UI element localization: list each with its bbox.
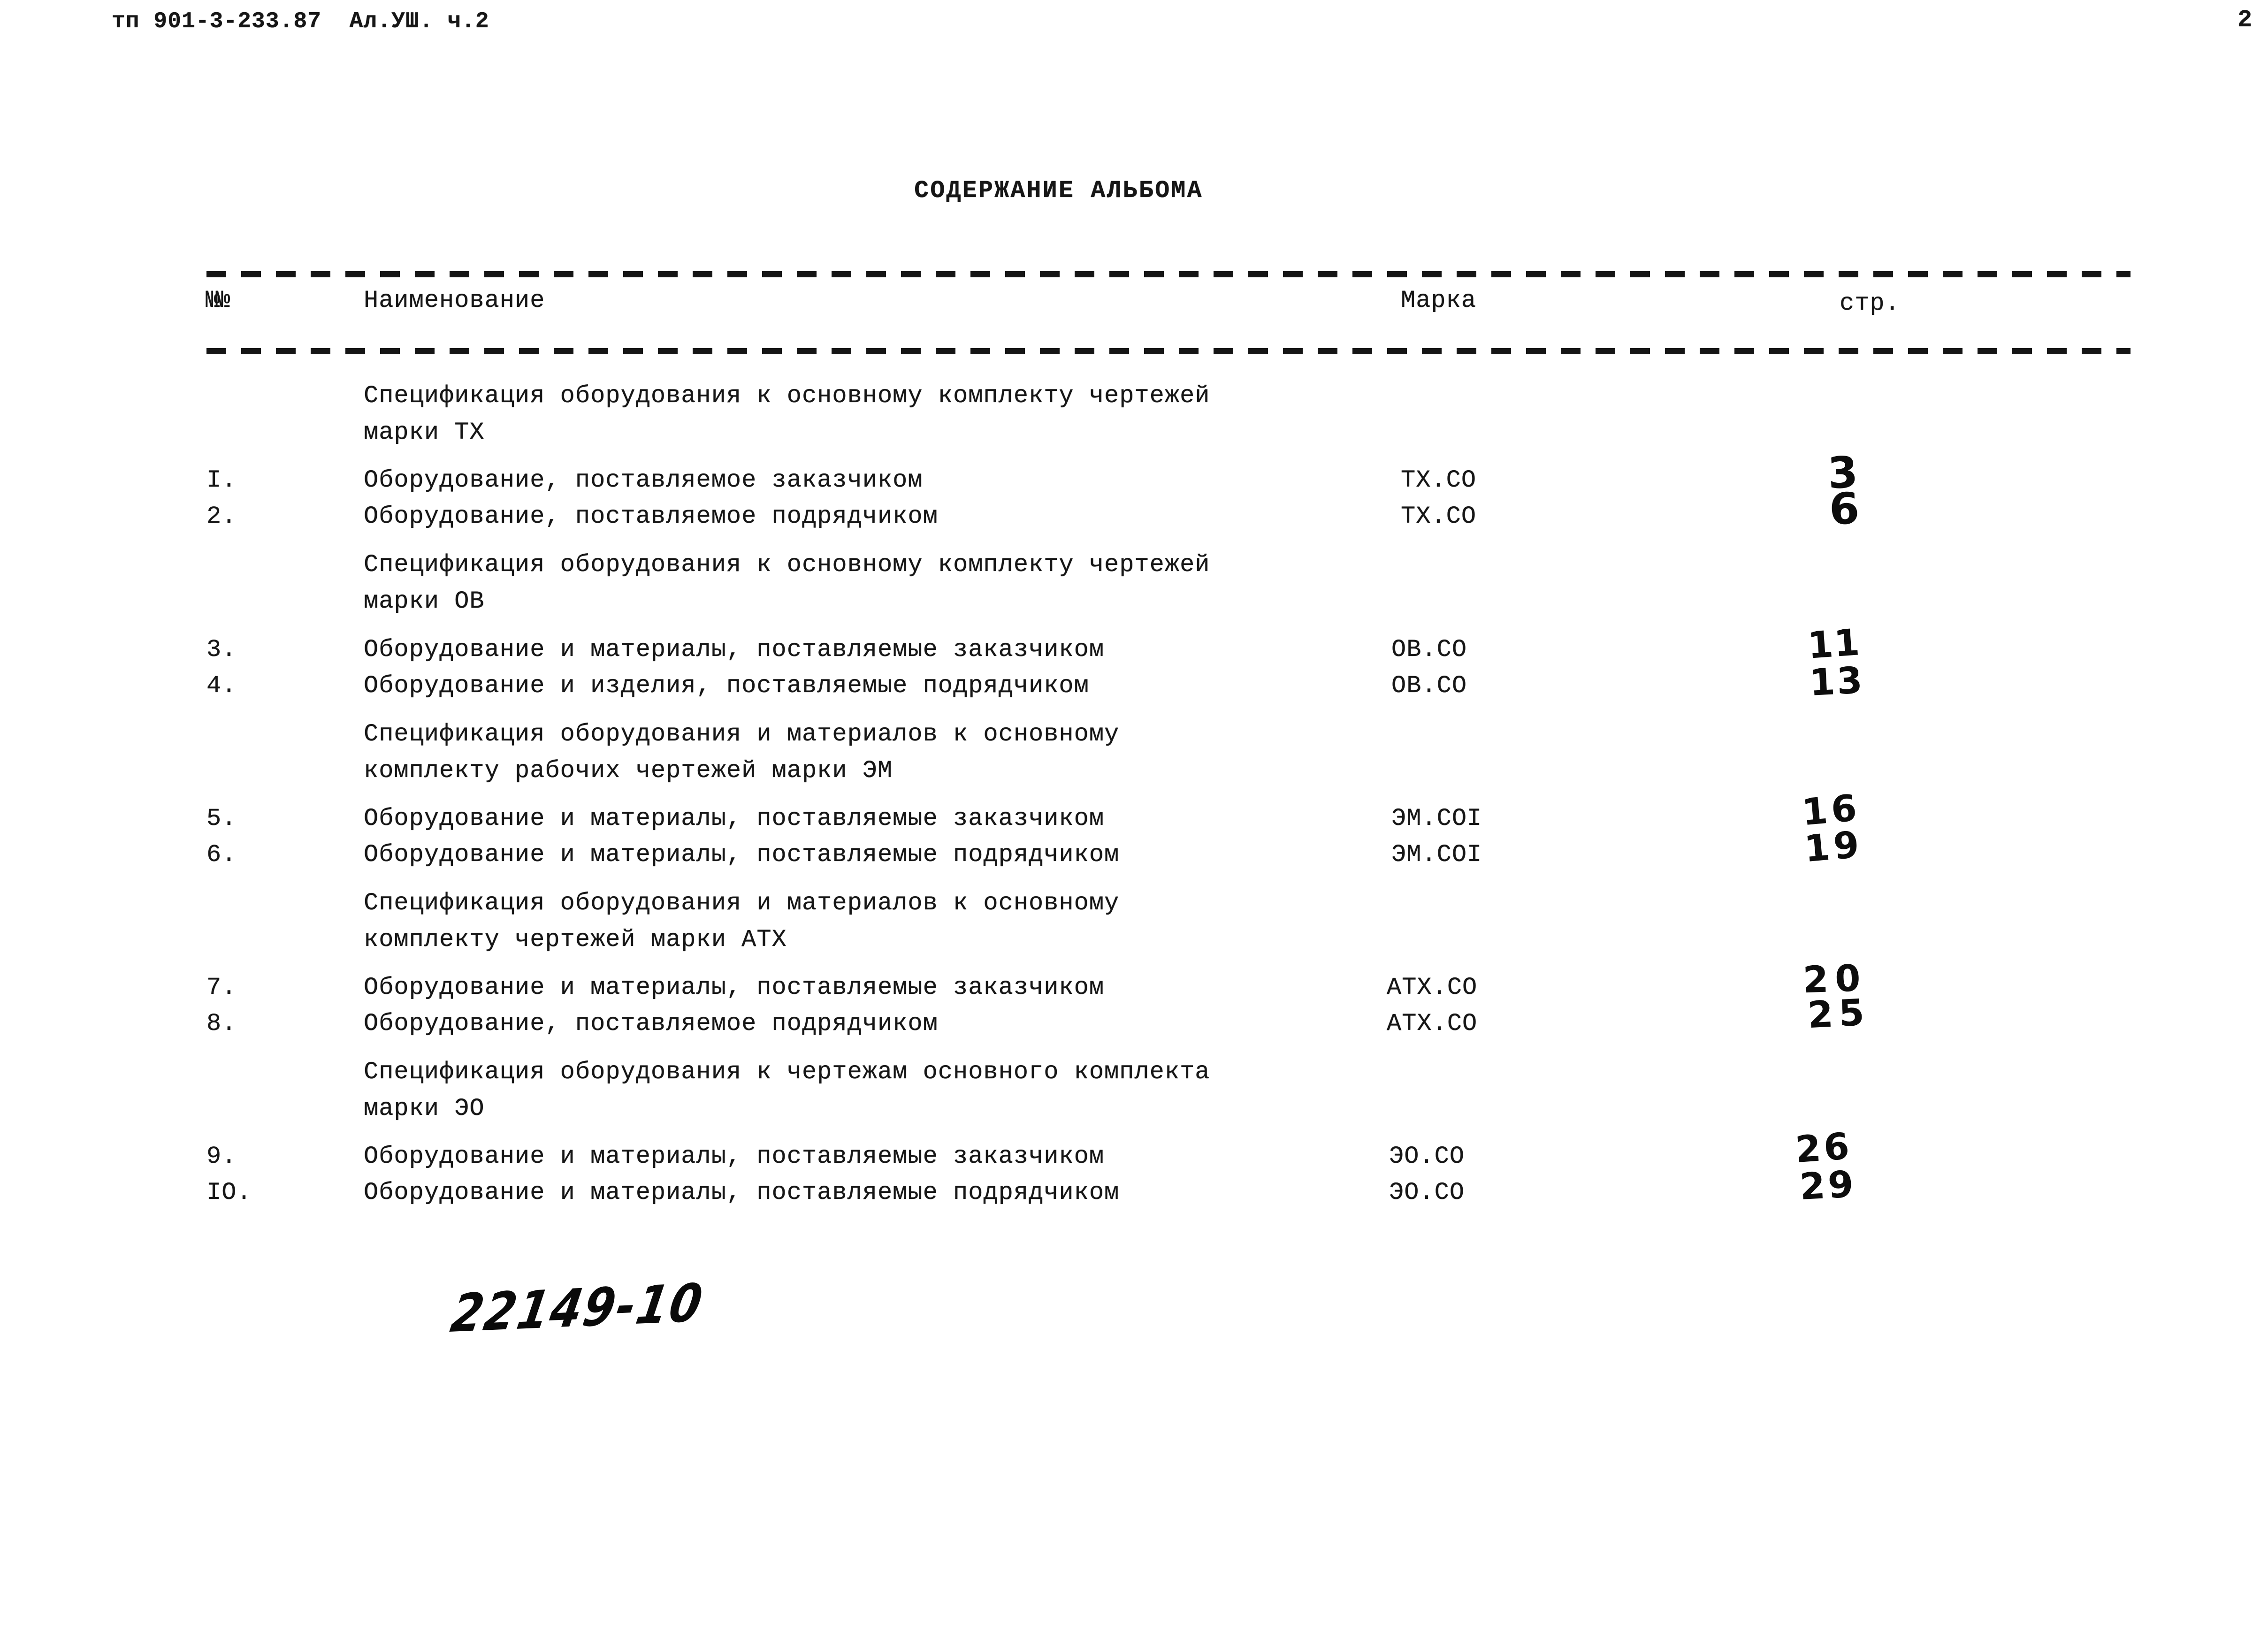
column-header-num: №№ <box>206 287 226 314</box>
page-number: 2 <box>2237 6 2253 34</box>
row-page-handwritten: 25 <box>1806 991 1871 1037</box>
section-heading: марки ТХ <box>364 419 485 446</box>
row-page-handwritten: 20 <box>1802 957 1868 1002</box>
row-name: Оборудование и материалы, поставляемые заказчиком <box>364 974 1105 1001</box>
row-name: Оборудование и материалы, поставляемые заказчиком <box>364 1143 1105 1170</box>
inventory-stamp-handwritten: 22149-10 <box>447 1272 708 1344</box>
row-mark: ЭМ.СОI <box>1391 805 1482 832</box>
row-num: 6. <box>206 841 237 869</box>
row-name: Оборудование, поставляемое подрядчиком <box>364 503 938 530</box>
row-page-handwritten: 13 <box>1808 659 1865 704</box>
row-name: Оборудование, поставляемое подрядчиком <box>364 1010 938 1037</box>
section-heading: Спецификация оборудования и материалов к основному <box>364 720 1120 748</box>
page-title: СОДЕРЖАНИЕ АЛЬБОМА <box>914 177 1203 205</box>
row-name: Оборудование и материалы, поставляемые заказчиком <box>364 805 1105 832</box>
column-header-mark: Марка <box>1401 287 1477 314</box>
row-num: I. <box>206 466 237 494</box>
row-page-handwritten: 19 <box>1802 823 1865 871</box>
row-page-handwritten: 16 <box>1800 786 1863 834</box>
row-mark: ОВ.СО <box>1391 672 1467 700</box>
row-num: 5. <box>206 805 237 832</box>
row-mark: ЭМ.СОI <box>1391 841 1482 869</box>
section-heading: комплекту чертежей марки АТХ <box>364 926 787 953</box>
row-num: IO. <box>206 1179 252 1206</box>
row-name: Оборудование и материалы, поставляемые заказчиком <box>364 636 1105 663</box>
dashed-rule-bottom <box>206 348 2131 354</box>
section-heading: Спецификация оборудования к основному комплекту чертежей <box>364 551 1210 579</box>
section-heading: Спецификация оборудования к чертежам основного комплекта <box>364 1058 1210 1086</box>
row-name: Оборудование, поставляемое заказчиком <box>364 466 923 494</box>
row-page-handwritten: 11 <box>1806 621 1862 667</box>
row-page-handwritten: 3 <box>1826 447 1862 499</box>
row-num: 2. <box>206 503 237 530</box>
row-name: Оборудование и изделия, поставляемые подрядчиком <box>364 672 1089 700</box>
section-heading: марки ЭО <box>364 1095 485 1122</box>
section-heading: комплекту рабочих чертежей марки ЭМ <box>364 757 893 785</box>
section-heading: марки ОВ <box>364 587 485 615</box>
row-mark: ЭО.СО <box>1389 1179 1465 1206</box>
row-page-handwritten: 6 <box>1828 483 1863 535</box>
row-name: Оборудование и материалы, поставляемые подрядчиком <box>364 841 1120 869</box>
row-page-handwritten: 26 <box>1794 1125 1854 1172</box>
section-heading: Спецификация оборудования к основному комплекту чертежей <box>364 382 1210 410</box>
row-mark: ТХ.СО <box>1401 466 1477 494</box>
row-name: Оборудование и материалы, поставляемые подрядчиком <box>364 1179 1120 1206</box>
column-header-name: Наименование <box>364 287 545 314</box>
row-mark: ТХ.СО <box>1401 503 1477 530</box>
row-num: 7. <box>206 974 237 1001</box>
row-num: 4. <box>206 672 237 700</box>
row-num: 3. <box>206 636 237 663</box>
row-page-handwritten: 29 <box>1798 1163 1857 1209</box>
column-header-page: стр. <box>1840 290 1900 317</box>
row-mark: АТХ.СО <box>1387 1010 1478 1037</box>
row-mark: ОВ.СО <box>1391 636 1467 663</box>
row-num: 8. <box>206 1010 237 1037</box>
row-num: 9. <box>206 1143 237 1170</box>
row-mark: АТХ.СО <box>1387 974 1478 1001</box>
section-heading: Спецификация оборудования и материалов к основному <box>364 889 1120 917</box>
doc-code: тп 901-3-233.87 Ал.УШ. ч.2 <box>112 9 489 34</box>
row-mark: ЭО.СО <box>1389 1143 1465 1170</box>
dashed-rule-top <box>206 271 2131 277</box>
